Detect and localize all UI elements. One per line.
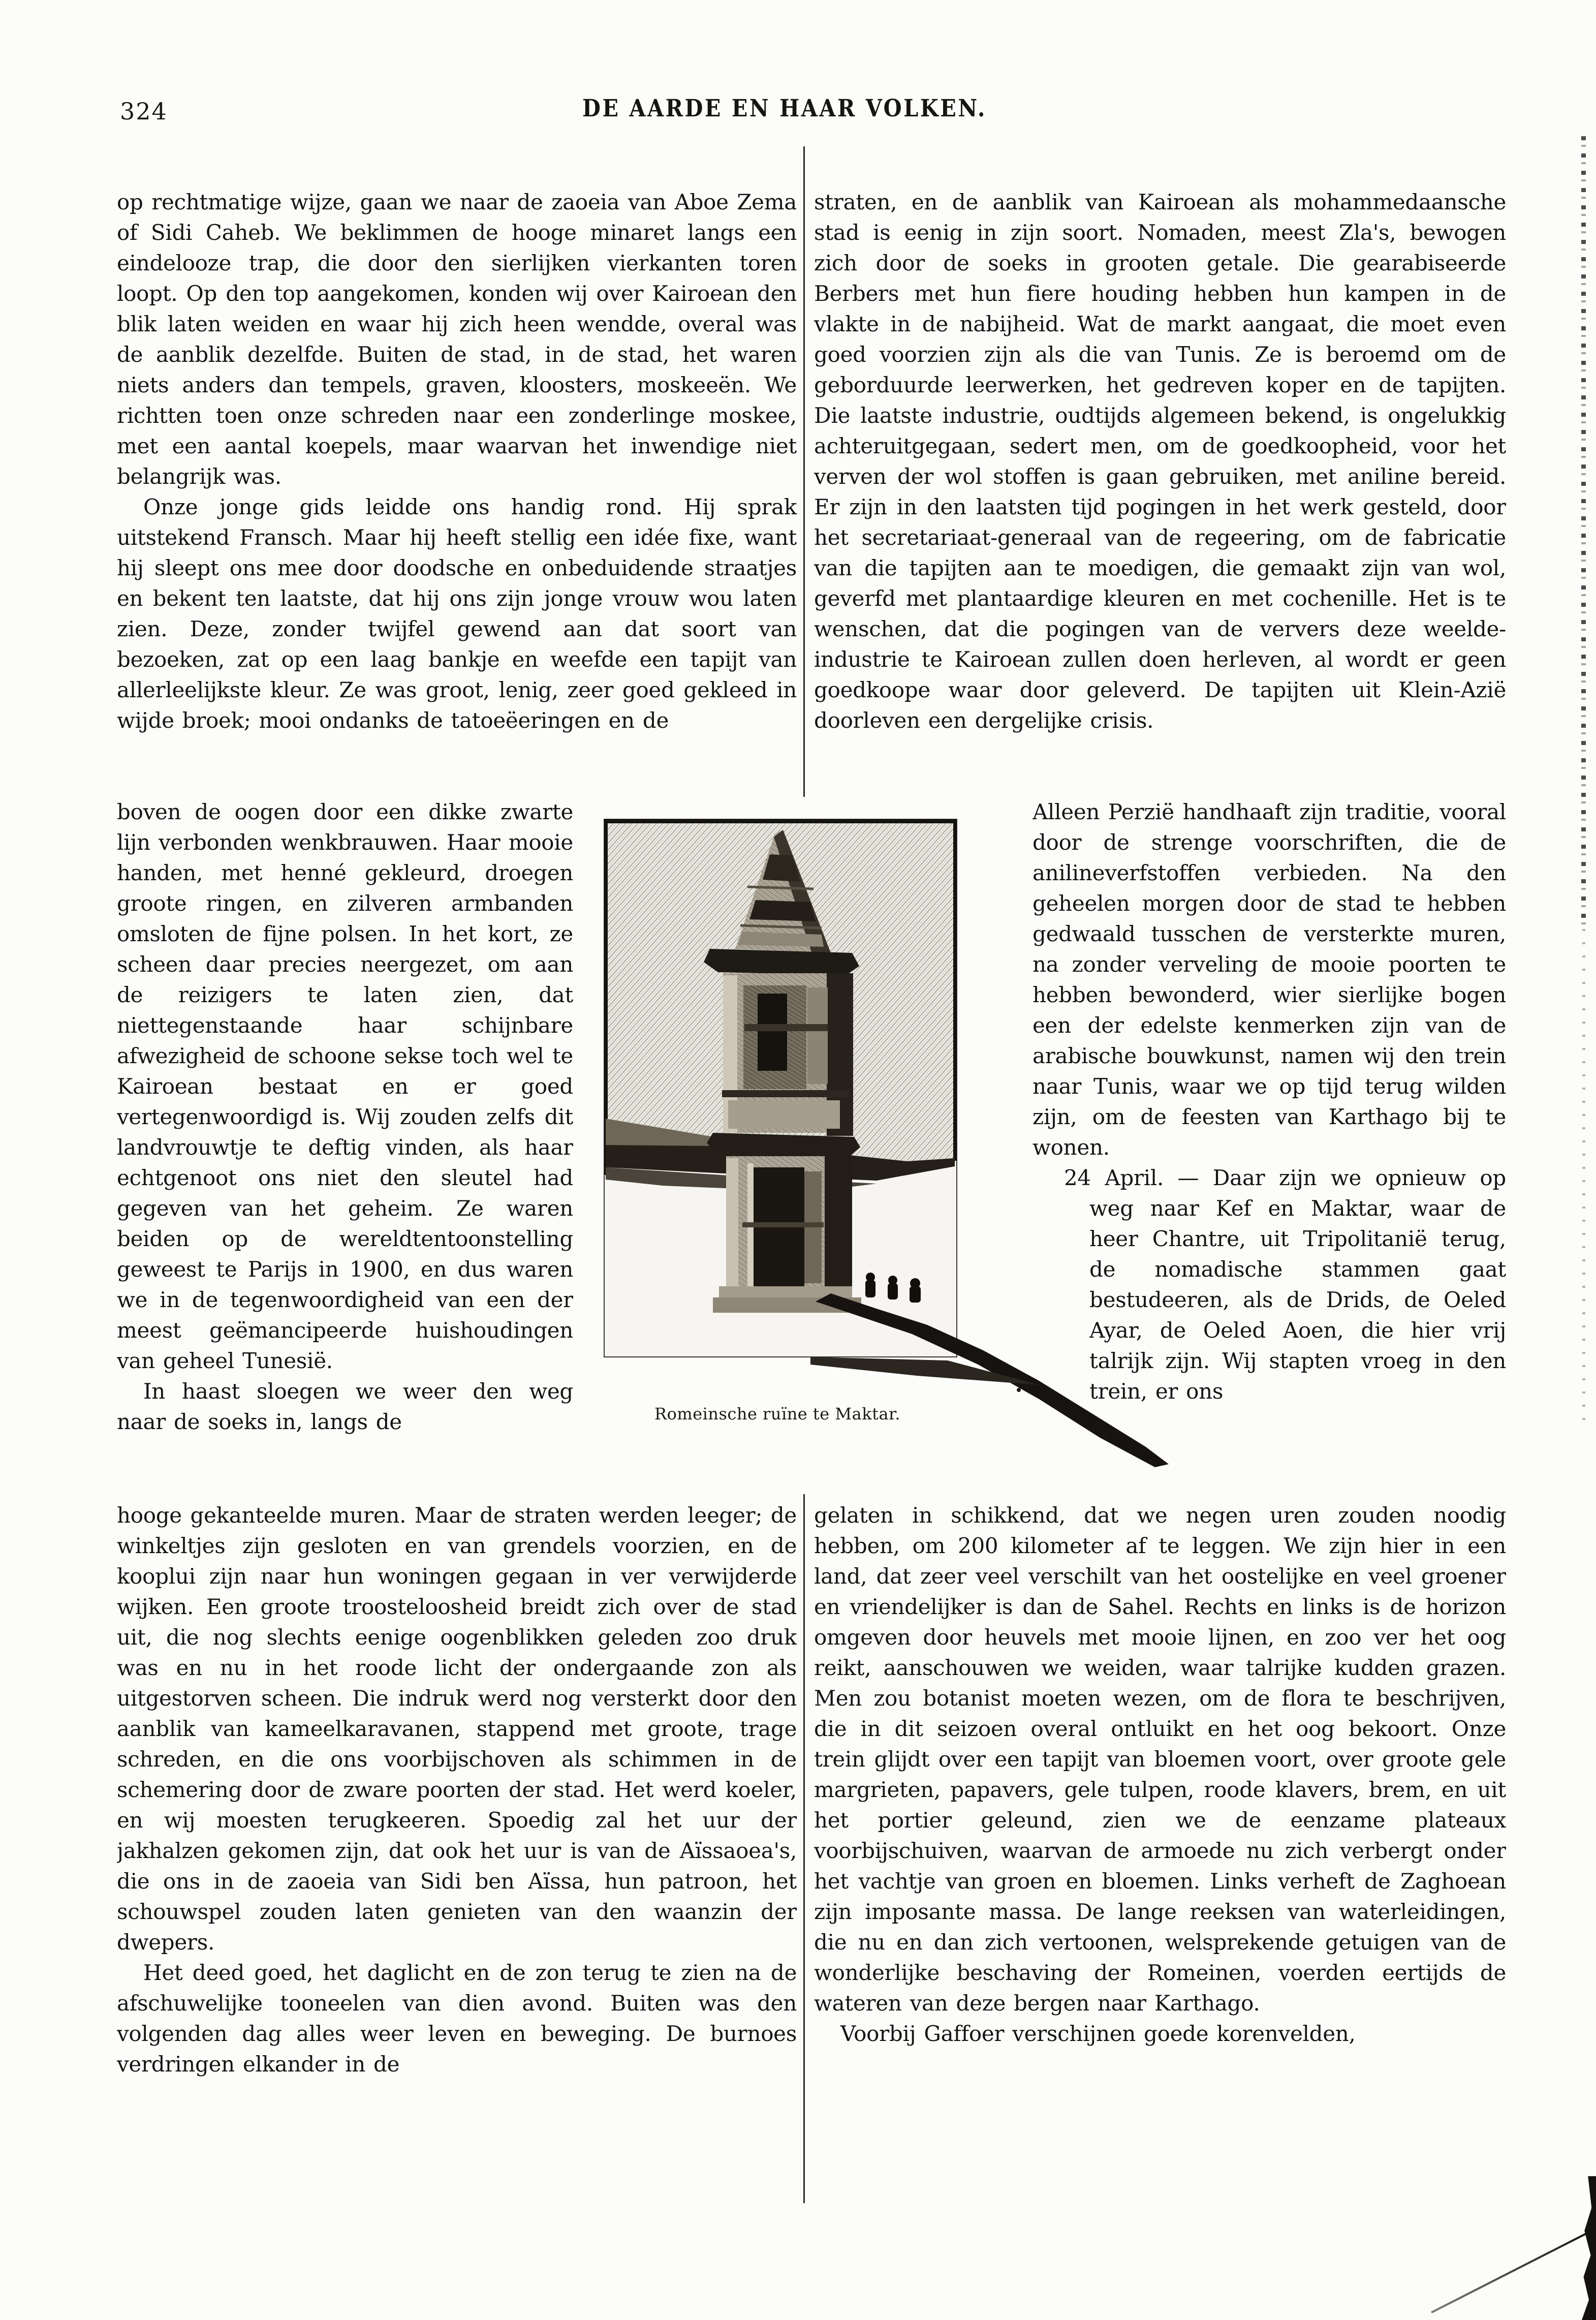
right-column-bottom	[814, 1500, 1506, 2212]
page-number: 324	[120, 98, 168, 125]
paragraph: straten, en de aanblik van Kairoean als mohammedaansche stad is eenig in zijn soort. Nomaden, meest Zla's, bewogen zich door de soeks in grooten getale. Die gearabiseerde Berbers met hun fiere houding hebben hun kampen in de vlakte in de nabijheid. Wat de markt aangaat, die moet even goed voorzien zijn als die van Tunis. Ze is beroemd om de geborduurde leerwerken, het gedreven koper en de tapijten. Die laatste industrie, oudtijds algemeen bekend, is ongelukkig achteruitgegaan, sedert men, om de goedkoopheid, voor het verven der wol stoffen is gaan gebruiken, met aniline bereid. Er zijn in den laatsten tijd pogingen in het werk gesteld, door het secretariaat-generaal van de regeering, om de fabricatie van die tapijten aan te moedigen, die gemaakt zijn van wol, geverfd met plantaardige kleuren en met cochenille. Het is te wenschen, dat die pogingen van de ververs deze weelde-industrie te Kairoean zullen doen herleven, al wordt er geen goedkoope waar door geleverd. De tapijten uit Klein-Azië doorleven een dergelijke crisis.	[814, 190, 1506, 733]
left-column-narrow	[117, 797, 573, 1500]
paragraph: gelaten in schikkend, dat we negen uren zouden noodig hebben, om 200 kilometer af te leggen. We zijn hier in een land, dat zeer veel verschilt van het oostelijke en veel groener en vriendelijker is dan de Sahel. Rechts en links is de horizon omgeven door heuvels met mooie lijnen, en zoo ver het oog reikt, aanschouwen we weiden, waar talrijke kudden grazen. Men zou botanist moeten wezen, om de flora te beschrijven, die in dit seizoen overal ontluikt en het oog bekoort. Onze trein glijdt over een tapijt van bloemen voort, over groote gele margrieten, papavers, gele tulpen, roode klavers, brem, en uit het portier geleund, zien we de eenzame plateaux voorbijschuiven, waarvan de armoede nu zich verbergt onder het vachtje van groen en bloemen. Links verheft de Zaghoean zijn imposante massa. De lange reeksen van waterleidingen, die nu en dan zich vertoonen, welsprekende getuigen van de wonderlijke beschaving der Romeinen, voerden eertijds de wateren van deze bergen naar Karthago.	[814, 1503, 1506, 2016]
running-title	[555, 95, 1014, 122]
paragraph: op rechtmatige wijze, gaan we naar de zaoeia van Aboe Zema of Sidi Caheb. We beklimmen de hooge minaret langs een eindelooze trap, die door den sierlijken vierkanten toren loopt. Op den top aangekomen, konden wij over Kairoean den blik laten weiden en waar hij zich heen wendde, overal was de aanblik dezelfde. Buiten de stad, in de stad, het waren niets anders dan tempels, graven, kloosters, moskeeën. We richtten toen onze schreden naar een zonderlinge moskee, met een aantal koepels, maar waarvan het inwendige niet belangrijk was.	[117, 190, 797, 489]
figure-caption: Romeinsche ruïne te Maktar.	[654, 1404, 900, 1424]
paragraph: Het deed goed, het daglicht en de zon terug te zien na de afschuwelijke tooneelen van dien avond. Buiten was den volgenden dag alles weer leven en beweging. De burnoes verdringen elkander in de	[117, 1960, 797, 2077]
scan-artifact-corner-blob	[1578, 2176, 1596, 2320]
column-divider-top	[803, 146, 805, 797]
paragraph-diary-entry: 24 April. — Daar zijn we opnieuw op weg naar Kef en Maktar, waar de heer Chantre, uit Tripolitanië terug, de nomadische stammen gaat bestudeeren, als de Drids, de Oeled Ayar, de Oeled Aoen, die hier vrij talrijk zijn. Wij stapten vroeg in den trein, er ons	[1064, 1165, 1506, 1404]
scan-artifact-right-edge-faint	[1582, 929, 1585, 1427]
column-divider-bottom	[803, 1494, 805, 2203]
running-title-text: DE AARDE EN HAAR VOLKEN.	[582, 95, 987, 122]
left-column-bottom	[117, 1500, 797, 2212]
scan-artifact-right-edge	[1581, 136, 1586, 929]
right-column-top	[814, 187, 1506, 797]
scan-artifact-diagonal-line	[1431, 2229, 1594, 2313]
right-column-narrow	[1032, 797, 1506, 1500]
paragraph: In haast sloegen we weer den weg naar de soeks in, langs de	[117, 1379, 573, 1434]
paragraph: Alleen Perzië handhaaft zijn traditie, vooral door de strenge voorschriften, die de anilineverfstoffen verbieden. Na den geheelen morgen door de stad te hebben gedwaald tusschen de versterkte muren, na zonder verveling de mooie poorten te hebben bewonderd, wier sierlijke bogen een der edelste kenmerken zijn van de arabische bouwkunst, namen wij den trein naar Tunis, waar we op tijd terug wilden zijn, om de feesten van Karthago bij te wonen.	[1032, 799, 1506, 1160]
paragraph: Voorbij Gaffoer verschijnen goede korenvelden,	[840, 2021, 1356, 2046]
left-column-top	[117, 187, 797, 797]
paragraph: Onze jonge gids leidde ons handig rond. Hij sprak uitstekend Fransch. Maar hij heeft stellig een idée fixe, want hij sleept ons mee door doodsche en onbeduidende straatjes en bekent ten laatste, dat hij ons zijn jonge vrouw wou laten zien. Deze, zonder twijfel gewend aan dat soort van bezoeken, zat op een laag bankje en weefde een tapijt van allerleelijkste kleur. Ze was groot, lenig, zeer goed gekleed in wijde broek; mooi ondanks de tatoeëeringen en de	[117, 494, 797, 733]
paragraph: hooge gekanteelde muren. Maar de straten werden leeger; de winkeltjes zijn gesloten en van grendels voorzien, en de kooplui zijn naar hun woningen gegaan in ver verwijderde wijken. Een groote troosteloosheid breidt zich over de stad uit, die nog slechts eenige oogenblikken geleden zoo druk was en nu in het roode licht der ondergaande zon als uitgestorven scheen. Die indruk werd nog versterkt door den aanblik van kameelkaravanen, stappend met groote, trage schreden, en die ons voorbijschoven als schimmen in de schemering door de zware poorten der stad. Het werd koeler, en wij moesten terugkeeren. Spoedig zal het uur der jakhalzen gekomen zijn, dat ook het uur is van de Aïssaoea's, die ons in de zaoeia van Sidi ben Aïssa, hun patroon, het schouwspel zouden laten genieten van den waanzin der dwepers.	[117, 1503, 797, 1955]
paragraph: boven de oogen door een dikke zwarte lijn verbonden wenkbrauwen. Haar mooie handen, met henné gekleurd, droegen groote ringen, en zilveren armbanden omsloten de fijne polsen. In het kort, ze scheen daar precies neergezet, om aan de reizigers te laten zien, dat niettegenstaande haar schijnbare afwezigheid de schoone sekse toch wel te Kairoean bestaat en er goed vertegenwoordigd is. Wij zouden zelfs dit landvrouwtje te deftig vinden, als haar echtgenoot ons niet den sleutel had gegeven van het geheim. Ze waren beiden op de wereldtentoonstelling geweest te Parijs in 1900, en dus waren we in de tegenwoordigheid van een der meest geëmancipeerde huishoudingen van geheel Tunesië.	[117, 799, 573, 1373]
